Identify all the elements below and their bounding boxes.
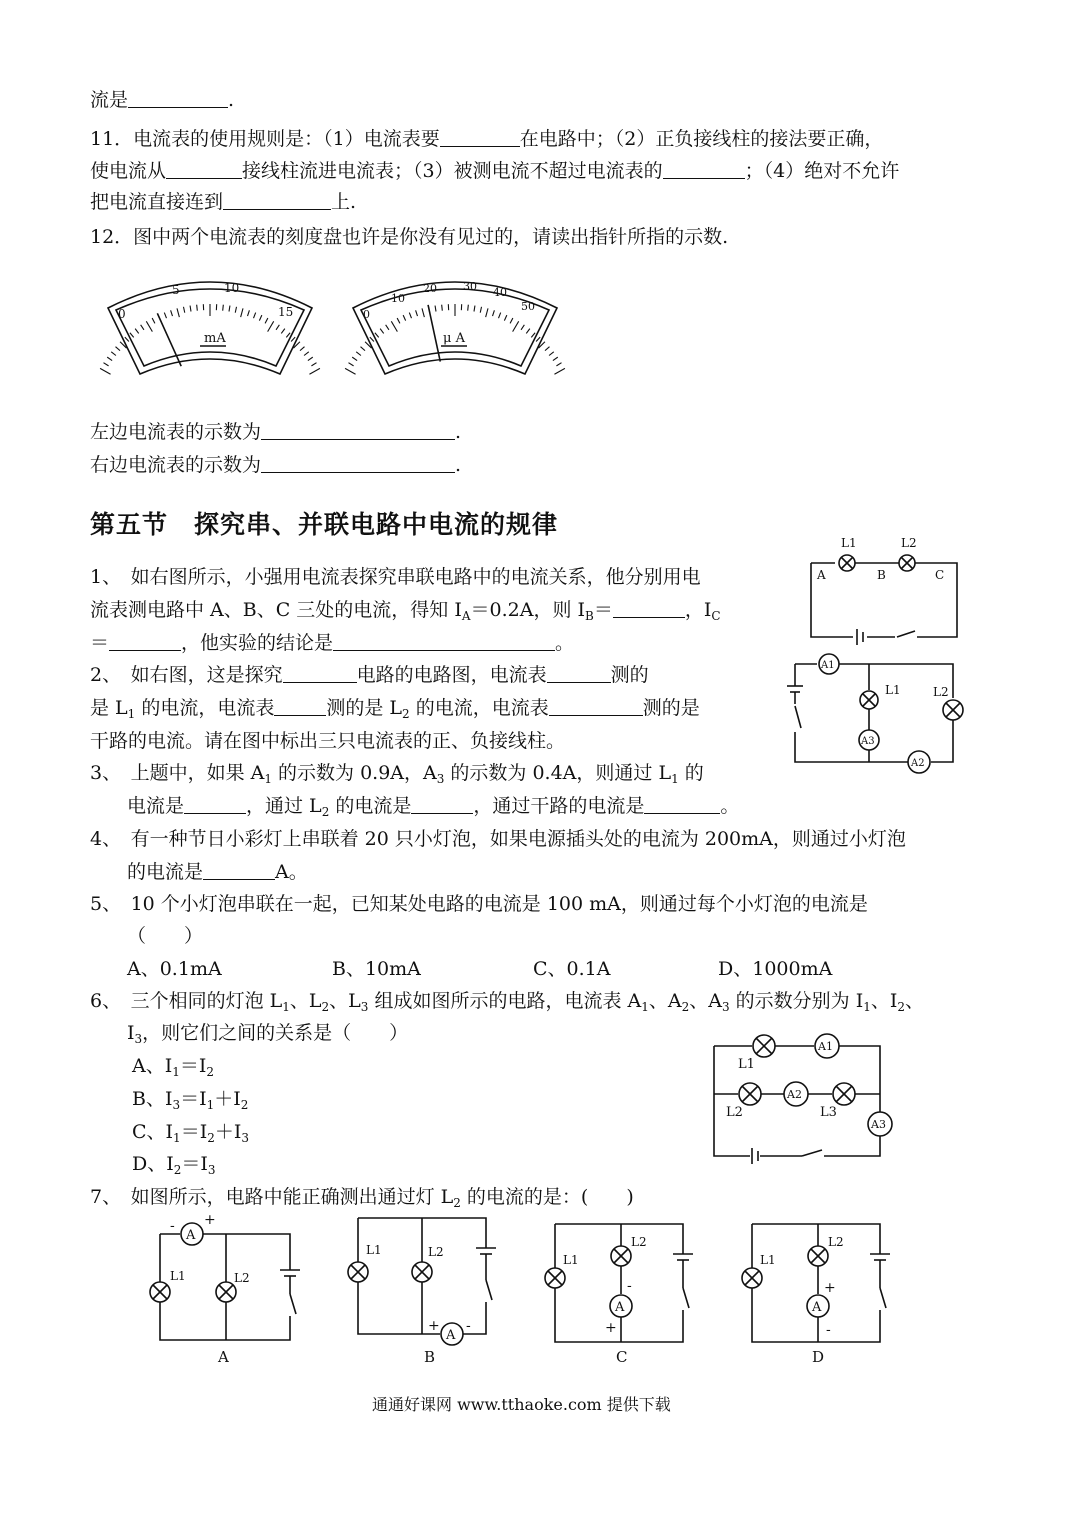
subscript: 1 — [641, 1000, 649, 1014]
s1-text: 流表测电路中 A、B、C 三处的电流，得知 I — [90, 599, 462, 621]
s4-line-2 — [127, 860, 308, 884]
s2-text: 的电流，电流表 — [409, 697, 549, 719]
s4-line-1 — [90, 827, 906, 851]
s6-option-b[interactable] — [132, 1087, 248, 1111]
answer-blank[interactable] — [663, 160, 745, 179]
scale-tick — [499, 313, 501, 319]
svg-text:L2: L2 — [428, 1245, 444, 1259]
subscript: 1 — [206, 1098, 215, 1112]
q11-text: 把电流直接连到 — [90, 191, 224, 213]
circuit-option-a[interactable] — [150, 1210, 300, 1370]
answer-blank[interactable] — [128, 89, 228, 108]
scale-tick — [197, 305, 198, 311]
q12-text: 12．图中两个电流表的刻度盘也许是你没有见过的，请读出指针所指的示数. — [90, 226, 729, 248]
svg-text:L2: L2 — [726, 1105, 743, 1120]
s3-text: 的 — [678, 762, 704, 784]
s7-line-1 — [90, 1185, 634, 1209]
scale-tick — [513, 321, 519, 331]
s4-text: A。 — [275, 861, 308, 883]
option-text: ＝I — [180, 1088, 207, 1110]
scale-tick — [248, 310, 250, 316]
subscript: 3 — [360, 1000, 369, 1014]
s3-text: 。 — [720, 795, 740, 817]
q12-label: 左边电流表的示数为 — [90, 421, 262, 443]
s6-text: ，则它们之间的关系是（ ） — [142, 1022, 409, 1044]
s5-option-d[interactable]: D、1000mA — [718, 958, 833, 980]
scale-tick — [254, 313, 256, 319]
subscript: 3 — [134, 1032, 143, 1046]
scale-tick — [309, 368, 319, 374]
svg-text:A: A — [186, 1228, 196, 1243]
svg-text:L2: L2 — [933, 685, 949, 699]
q11-line-1 — [90, 127, 883, 151]
svg-text:A3: A3 — [861, 736, 875, 747]
q11-text: 在电路中；（2）正负接线柱的接法要正确， — [519, 128, 884, 150]
s2-text: 的电流，电流表 — [135, 697, 275, 719]
s3-text: ，通过 L — [246, 795, 322, 817]
answer-blank[interactable] — [333, 632, 555, 651]
circuit-option-d[interactable] — [740, 1210, 890, 1370]
meter-needle — [157, 313, 181, 366]
s6-line-1 — [90, 989, 924, 1013]
answer-blank[interactable] — [283, 664, 357, 683]
svg-text:A2: A2 — [911, 758, 925, 769]
scale-tick — [177, 308, 179, 317]
q11-text: 上. — [331, 191, 357, 213]
svg-text:+: + — [428, 1318, 440, 1334]
svg-text:L1: L1 — [170, 1269, 186, 1283]
svg-text:A3: A3 — [871, 1118, 886, 1131]
svg-text:L2: L2 — [828, 1235, 844, 1249]
parallel-circuit-diagram — [787, 650, 972, 775]
s6-text: 、L — [329, 990, 361, 1012]
scale-tick — [370, 337, 374, 341]
scale-tick — [308, 357, 313, 360]
s3-text: 3、 上题中，如果 A — [90, 762, 265, 784]
svg-text:L3: L3 — [820, 1105, 837, 1120]
s6-text: 的示数分别为 I — [729, 990, 864, 1012]
scale-tick — [375, 333, 379, 338]
s1-line-2 — [90, 598, 721, 622]
series-circuit-diagram — [805, 535, 965, 650]
answer-blank[interactable] — [274, 697, 326, 716]
s2-text: 测的是 L — [326, 697, 403, 719]
subscript: 2 — [173, 1163, 182, 1177]
svg-text:L1: L1 — [885, 683, 901, 697]
point-label: A — [817, 568, 826, 582]
scale-tick — [135, 329, 139, 334]
circuit-option-b[interactable] — [348, 1210, 498, 1370]
scale-tick — [141, 325, 144, 330]
scale-tick — [311, 363, 316, 366]
q12-left-answer: 左边电流表的示数为 . — [90, 421, 462, 443]
subscript: 2 — [321, 1000, 330, 1014]
q11-text: 11．电流表的使用规则是：（1）电流表要 — [90, 128, 440, 150]
svg-text:+: + — [605, 1320, 617, 1336]
scale-tick — [526, 329, 530, 334]
tick-label: 10 — [224, 281, 240, 295]
tick-label: 5 — [172, 283, 180, 297]
s4-text: 的电流是 — [127, 861, 204, 883]
s2-text: 测的是 — [642, 697, 700, 719]
scale-tick — [259, 315, 261, 320]
scale-tick — [556, 363, 561, 366]
s1-text: ＝ — [593, 599, 613, 621]
q11-line-3 — [90, 190, 356, 214]
scale-tick — [241, 308, 243, 317]
svg-text:A: A — [446, 1328, 456, 1343]
scale-tick — [521, 325, 524, 330]
svg-text:+: + — [204, 1212, 216, 1228]
svg-text:-: - — [826, 1322, 831, 1338]
subscript: A — [461, 609, 471, 623]
s3-text: 的示数为 0.9A，A — [272, 762, 437, 784]
scale-tick — [107, 357, 112, 360]
scale-tick — [349, 363, 354, 366]
answer-blank[interactable] — [184, 795, 246, 814]
subscript: 2 — [402, 707, 410, 721]
scale-tick — [442, 305, 443, 311]
s6-text: 6、 三个相同的灯泡 L — [90, 990, 283, 1012]
scale-tick — [276, 325, 279, 330]
subscript: 3 — [241, 1131, 249, 1145]
meter-unit: μ A — [443, 331, 465, 346]
s1-text: ，I — [684, 599, 712, 621]
subscript: 1 — [264, 772, 272, 786]
point-label: C — [935, 568, 945, 582]
scale-tick — [352, 357, 357, 360]
subscript: 3 — [721, 1000, 730, 1014]
scale-tick — [171, 310, 173, 316]
q11-text: 使电流从 — [90, 160, 167, 182]
scale-tick — [361, 347, 365, 351]
microammeter-dial — [345, 270, 565, 380]
tick-label: 30 — [463, 280, 477, 293]
svg-text:A: A — [615, 1300, 625, 1315]
s5-option-c[interactable]: C、0.1A — [533, 958, 611, 980]
scale-tick — [281, 329, 285, 334]
scale-tick — [304, 352, 309, 356]
subscript: C — [711, 609, 721, 623]
s3-text: 的示数为 0.4A，则通过 L — [444, 762, 672, 784]
s1-text: ＝ — [90, 632, 110, 654]
answer-blank[interactable] — [166, 160, 242, 179]
scale-tick — [545, 347, 549, 351]
scale-tick — [130, 333, 134, 338]
scale-tick — [403, 315, 405, 320]
s2-line-1 — [90, 663, 649, 687]
option-text: A、I — [132, 1055, 173, 1077]
q11-line-2 — [90, 159, 899, 183]
option-text: D、I — [132, 1153, 174, 1175]
scale-tick — [422, 308, 424, 317]
scale-tick — [164, 313, 166, 319]
tick-label: 40 — [493, 286, 507, 299]
answer-blank[interactable] — [109, 632, 181, 651]
scale-tick — [468, 305, 469, 311]
scale-tick — [504, 315, 506, 320]
scale-tick — [265, 318, 268, 323]
scale-tick — [223, 305, 224, 311]
scale-tick — [268, 321, 274, 331]
q10-tail: 流是 — [90, 89, 129, 111]
scale-tick — [146, 321, 152, 331]
scale-tick — [356, 352, 361, 356]
q12-label: 右边电流表的示数为 — [90, 454, 262, 476]
subscript: 2 — [207, 1131, 215, 1145]
q11-text: ；（4）绝对不允许 — [744, 160, 900, 182]
scale-tick — [386, 325, 389, 330]
subscript: 2 — [897, 1000, 906, 1014]
answer-blank[interactable] — [644, 795, 720, 814]
svg-text:A2: A2 — [787, 1088, 802, 1101]
tick-label: 0 — [118, 307, 126, 321]
s5-option-b[interactable]: B、10mA — [332, 958, 421, 980]
subscript: 2 — [321, 805, 330, 819]
point-label: B — [877, 568, 886, 582]
page-footer: 通通好课网 www.tthaoke.com 提供下载 — [372, 1395, 671, 1414]
option-text: ＝I — [180, 1121, 208, 1143]
s1-text: 。 — [555, 632, 575, 654]
circuit-option-c[interactable] — [543, 1210, 693, 1370]
s5-text: 5、 10 个小灯泡串联在一起，已知某处电路的电流是 100 mA，则通过每个小灯泡的电流是 — [90, 893, 868, 915]
scale-tick — [116, 347, 120, 351]
option-text: ＝I — [179, 1055, 207, 1077]
scale-tick — [510, 318, 513, 323]
subscript: 2 — [240, 1098, 249, 1112]
s1-line-1 — [90, 565, 701, 589]
subscript: 1 — [282, 1000, 290, 1014]
scale-tick — [152, 318, 155, 323]
s6-text: 组成如图所示的电路，电流表 A — [368, 990, 642, 1012]
s4-text: 4、 有一种节日小彩灯上串联着 20 只小灯泡，如果电源插头处的电流为 200mA，则通过小灯泡 — [90, 828, 906, 850]
tick-label: 0 — [363, 308, 370, 321]
option-label: A — [218, 1348, 229, 1366]
svg-text:L2: L2 — [234, 1271, 250, 1285]
s2-text: 测的 — [610, 664, 649, 686]
scale-tick — [391, 321, 397, 331]
scale-tick — [536, 337, 540, 341]
three-lamp-circuit-diagram — [708, 1030, 898, 1165]
s2-line-3 — [90, 729, 565, 753]
scale-tick — [286, 333, 290, 338]
svg-text:A1: A1 — [821, 660, 835, 671]
scale-tick — [183, 307, 184, 313]
s6-option-c[interactable] — [132, 1120, 249, 1144]
scale-tick — [553, 357, 558, 360]
s1-text: 1、 如右图所示，小强用电流表探究串联电路中的电流关系，他分别用电 — [90, 566, 701, 588]
subscript: 1 — [671, 772, 679, 786]
option-label: D — [812, 1348, 825, 1366]
s2-line-2 — [90, 696, 700, 720]
s6-text: 、A — [648, 990, 682, 1012]
s3-line-1 — [90, 761, 704, 785]
lamp-label: L2 — [901, 536, 917, 550]
s5-option-a[interactable]: A、0.1mA — [127, 958, 222, 980]
q11-text: 接线柱流进电流表；（3）被测电流不超过电流表的 — [242, 160, 663, 182]
milliammeter-dial — [100, 270, 320, 380]
answer-blank[interactable] — [203, 861, 275, 880]
svg-text:-: - — [170, 1218, 175, 1234]
s2-text: 是 L — [90, 697, 128, 719]
s2-text: 干路的电流。请在图中标出三只电流表的正、负接线柱。 — [90, 730, 566, 752]
option-text: B、I — [132, 1088, 173, 1110]
q12-right-answer: 右边电流表的示数为 . — [90, 454, 462, 476]
scale-tick — [474, 306, 475, 312]
scale-tick — [480, 307, 481, 313]
answer-blank[interactable] — [613, 599, 685, 618]
option-label: C — [616, 1348, 628, 1366]
s6-text: 、L — [289, 990, 322, 1012]
scale-tick — [435, 306, 436, 312]
svg-text:L1: L1 — [738, 1057, 755, 1072]
svg-text:L1: L1 — [366, 1243, 382, 1257]
scale-tick — [486, 308, 488, 317]
option-text: ＝I — [181, 1153, 208, 1175]
lamp-label: L1 — [841, 536, 857, 550]
text-line: 流是 . — [90, 89, 235, 111]
scale-tick — [104, 363, 109, 366]
tick-label: 15 — [278, 305, 294, 319]
option-text: C、I — [132, 1121, 174, 1143]
s1-text: ＝0.2A，则 I — [470, 599, 586, 621]
svg-text:L1: L1 — [760, 1253, 776, 1267]
s7-text: 7、 如图所示，电路中能正确测出通过灯 L — [90, 1186, 454, 1208]
scale-tick — [397, 318, 400, 323]
scale-tick — [345, 368, 355, 374]
answer-blank[interactable] — [411, 795, 473, 814]
tick-label: 50 — [521, 300, 535, 313]
s6-text: 、A — [689, 990, 722, 1012]
section-title: 第五节 探究串、并联电路中电流的规律 — [90, 510, 559, 539]
svg-text:A1: A1 — [818, 1040, 833, 1053]
subscript: B — [585, 609, 594, 623]
s1-text: ，他实验的结论是 — [181, 632, 334, 654]
option-text: ＋I — [214, 1088, 241, 1110]
svg-text:-: - — [466, 1318, 471, 1334]
subscript: 1 — [127, 707, 136, 721]
s6-text: I — [127, 1022, 135, 1044]
s6-option-a[interactable] — [132, 1054, 214, 1078]
answer-blank[interactable] — [549, 697, 643, 716]
subscript: 3 — [207, 1163, 216, 1177]
option-text: ＋I — [214, 1121, 242, 1143]
scale-tick — [291, 337, 295, 341]
answer-blank[interactable] — [261, 421, 455, 440]
svg-text:L2: L2 — [631, 1235, 647, 1249]
s6-option-d[interactable] — [132, 1152, 216, 1176]
scale-tick — [409, 313, 411, 319]
answer-blank[interactable] — [440, 128, 520, 147]
s5-line-1 — [90, 892, 868, 916]
scale-tick — [531, 333, 535, 338]
scale-tick — [380, 329, 384, 334]
scale-tick — [549, 352, 554, 356]
subscript: 3 — [172, 1098, 181, 1112]
s2-text: 2、 如右图，这是探究 — [90, 664, 283, 686]
s7-text: 的电流的是：( ) — [460, 1186, 634, 1208]
s3-text: ，通过干路的电流是 — [473, 795, 645, 817]
answer-blank[interactable] — [223, 191, 331, 210]
s3-text: 的电流是 — [329, 795, 412, 817]
option-label: B — [424, 1348, 436, 1366]
svg-text:+: + — [824, 1280, 836, 1296]
subscript: 2 — [681, 1000, 690, 1014]
s5-line-2 — [127, 924, 203, 948]
subscript: 2 — [206, 1065, 215, 1079]
scale-tick — [300, 347, 304, 351]
tick-label: 20 — [423, 282, 437, 295]
s5-text: （ ） — [127, 925, 204, 947]
scale-tick — [229, 306, 230, 312]
s3-line-2 — [127, 794, 739, 818]
subscript: 1 — [173, 1131, 181, 1145]
svg-text:L1: L1 — [563, 1253, 579, 1267]
s1-line-3 — [90, 631, 574, 655]
s2-text: 电路的电路图，电流表 — [356, 664, 547, 686]
svg-text:-: - — [627, 1278, 632, 1294]
svg-text:A: A — [812, 1300, 822, 1315]
subscript: 3 — [436, 772, 445, 786]
s3-text: 电流是 — [127, 795, 185, 817]
answer-blank[interactable] — [261, 454, 455, 473]
meter-unit: mA — [204, 331, 226, 346]
scale-tick — [416, 310, 418, 316]
subscript: 1 — [172, 1065, 180, 1079]
scale-tick — [100, 368, 110, 374]
subscript: 1 — [863, 1000, 871, 1014]
scale-tick — [554, 368, 564, 374]
s6-text: 、I — [870, 990, 898, 1012]
scale-tick — [235, 307, 236, 313]
answer-blank[interactable] — [547, 664, 611, 683]
scale-tick — [125, 337, 129, 341]
scale-tick — [190, 306, 191, 312]
scale-tick — [493, 310, 495, 316]
s6-line-2 — [127, 1021, 408, 1045]
tick-label: 10 — [391, 292, 405, 305]
scale-tick — [111, 352, 116, 356]
s6-text: 、 — [905, 990, 925, 1012]
subscript: 2 — [453, 1196, 461, 1210]
